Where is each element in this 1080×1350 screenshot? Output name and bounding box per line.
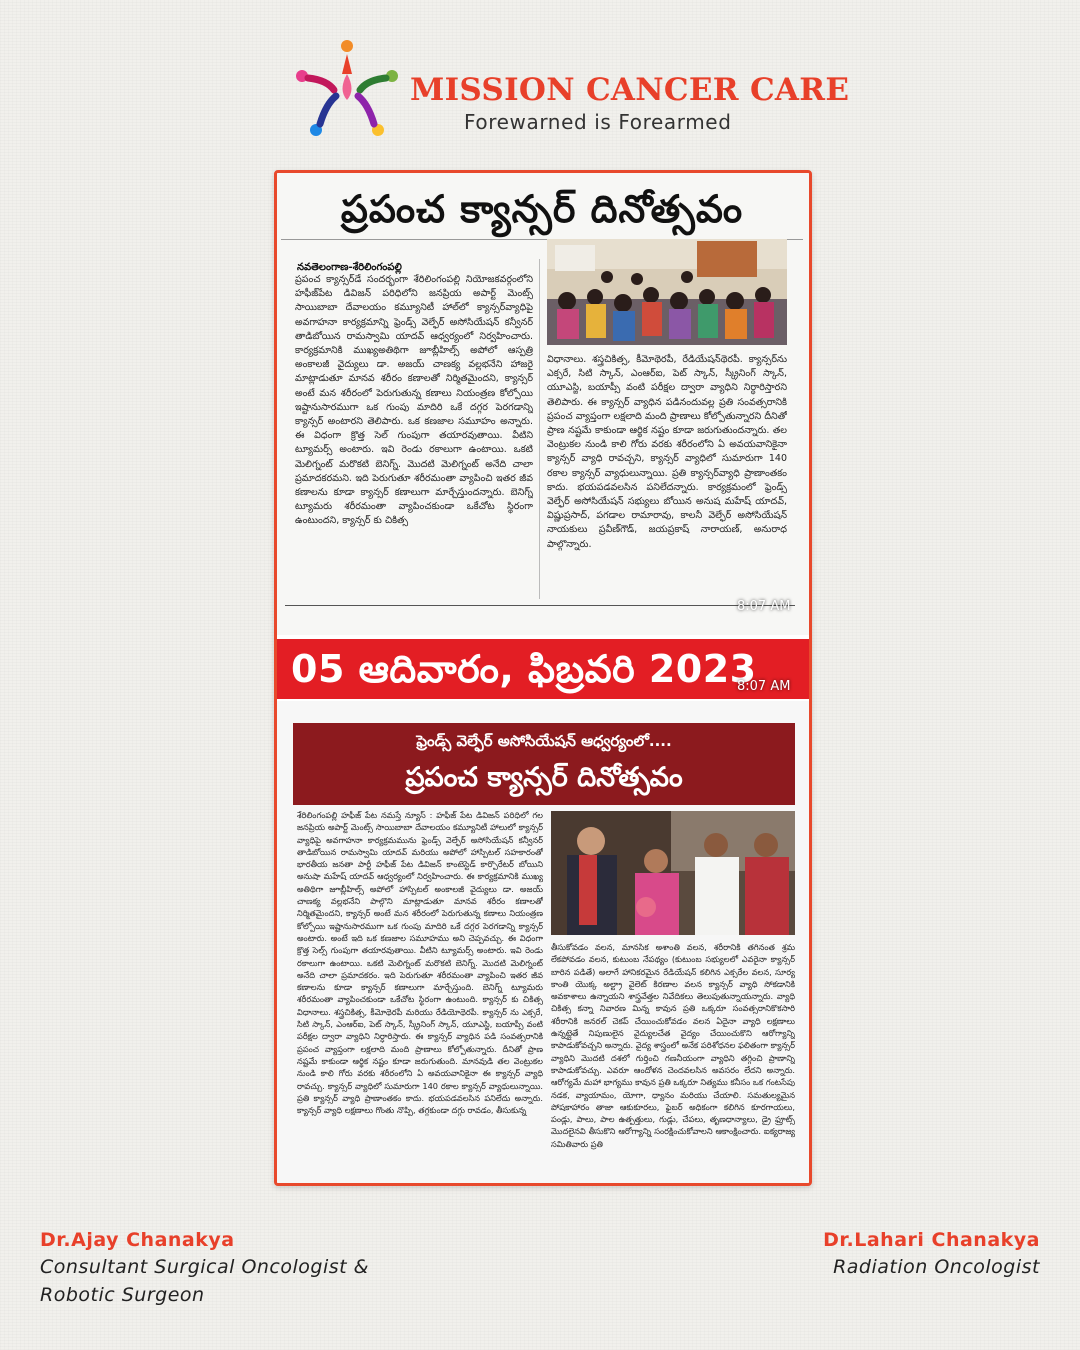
doctor-2-name: Dr.Lahari Chanakya — [823, 1229, 1040, 1251]
clipping-2-column-left: శేరిలింగంపల్లి హఫీజ్ పేట నమస్తే న్యూస్ : హఫీజ్ పేట డివిజన్ పరిధిలో గల జనప్రియ అపార్ట్ మెంట్స్ సాయిబాబా దేవాలయం కమ్యూనిటీ హాలులో క్యాన్సర్ వ్యాధిపై అవగాహనా కార్యక్రమమును ఫ్రెండ్స్ వెల్ఫేర్ అసోసియేషన్ కన్వీనర్ తాడిబోయిన రామస్వామి యాదవ్ మరియు అపోలో హాస్పిటల్ సహకారంతో భారతీయ జనతా పార్టీ హఫీజ్ పేట డివిజన్ కాంటెస్టెడ్ కార్పొరేటర్ బోయిని అనుషా మహేష్ యాదవ్ ఆధ్వర్యంలో నిర్వహించారు. ఈ కార్యక్రమానికి ముఖ్య అతిథిగా జూబ్లీహిల్స్ అపోలో హాస్పిటల్ అంకాలజీ వైద్యులు డా. అజయ్ చాణక్య వల్లభనేని పాల్గొని మాట్లాడుతూ మానవ శరీరం కణాలతో నిర్మితమైందని, క్యాన్సర్ అంటే మన శరీరంలో పెరుగుతున్న కణాలు నియంత్రణ కోల్పోయి ఇష్టానుసారముగా ఒక గుంపు మాదిరి ఒకే దగ్గర పెరగడాన్ని క్యాన్సర్ అంటారు. అంటే ఇది ఒక కణజాల సమూహము అని చెప్పవచ్చు. ఈ విధంగా క్రొత్త సెల్స్ గుంపుగా తయారవుతాయి. వీటిని ట్యూమర్స్ అంటారు. ఇవి రెండు రకాలుగా ఉంటాయి. ఒకటి మెలిగ్నంట్ మరొకటి బెనిగ్న్. మొదటి మెలిగ్నంట్ అనేది చాలా ప్రమాదకరం. ఇది పెరుగుతూ శరీరమంతా వ్యాపించి ఇతర జీవ కణాలను కూడా క్యాన్సర్ కణాలుగా మార్చేస్తుంది. బెనిగ్న్ ట్యూమరు శరీరమంతా వ్యాపించకుండా ఒకేచోట స్థిరంగా ఉంటుంది. క్యాన్సర్ కు చికిత్స విధానాలు. శస్త్రచికిత్స, కీమోథెరపీ మరియు రేడియోథెరపీ. క్యాన్సర్ ను ఎక్సరే, సిటి స్కాన్, ఎంఆర్ఐ, పెట్ స్కాన్, స్క్రీనింగ్ స్కాన్, యూఎస్జి, బయాప్సీ వంటి పరీక్షల ద్వారా వ్యాధిని నిర్ధారిస్తారు. ఈ క్యాన్సర్ వ్యాధిన పడి సంవత్సరానికి ప్రపంచ వ్యాప్తంగా లక్షలాది మంది ప్రాణాలు కోల్పోతున్నారు. దీనితో ప్రాణ నష్టమే కాకుండా ఆర్థిక నష్టం కూడా జరుగుతుంది. మానవుడి తల వెంట్రుకల నుండి కాలి గోరు వరకు శరీరంలోని ఏ అవయవానికైనా ఈ క్యాన్సర్ వ్యాధి రావచ్చు. క్యాన్సర్ వ్యాధిలో సుమారుగా 140 రకాల క్యాన్సర్ వ్యాధులున్నాయి. ప్రతి క్యాన్సర్ వ్యాధి ప్రాణాంతకం కాదు. భయపడవలసిన పనిలేదు అన్నారు. క్యాన్సర్ వ్యాధి లక్షణాలు గొంతు నొప్పి, తగ్గకుండా దగ్గు రావడం, తీసుకున్న — [297, 810, 543, 1116]
doctor-1-role: Consultant Surgical Oncologist & Robotic Surgeon — [40, 1256, 369, 1306]
brand-header — [292, 38, 850, 138]
clipping-1-dateline: నవతెలంగాణ-శేరిలింగంపల్లి — [297, 262, 402, 273]
clipping-2-headline-box — [293, 723, 795, 805]
clipping-1-column-left: ప్రపంచ క్యాన్సర్‌డే సందర్భంగా శేరిలింగంపల్లి నియోజకవర్గంలోని హఫీజ్‌పేట డివిజన్ పరిధిలోని జనప్రియ అపార్ట్ మెంట్స్ సాయిబాబా దేవాలయం కమ్యూనిటీ హాల్‌లో క్యాన్సర్‌వ్యాధిపై అవగాహనా కార్యక్రమాన్ని ఫ్రెండ్స్ వెల్ఫేర్ అసోసియేషన్ కన్వీనర్ తాడిబోయిన రామస్వామి యాదవ్ ఆధ్వర్యంలో నిర్వహించారు. కార్యక్రమానికి ముఖ్యఅతిథిగా జూబ్లీహిల్స్ అపోలో ఆస్పత్రి అంకాలజీ వైద్యులు డా. అజయ్ చాణక్య వల్లభనేని హాజరై మాట్లాడుతూ మానవ శరీరం కణాలతో నిర్మితమైందని, క్యాన్సర్ అంటే మన శరీరంలో పెరుగుతున్న కణాలు నియంత్రణ కోల్పోయి ఇష్టానుసారముగా ఒక గుంపు మాదిరి ఒకే దగ్గర పెరగడాన్ని క్యాన్సర్ అంటారని తెలిపారు. ఒక కణజాల సమూహం అన్నారు. ఈ విధంగా క్రొత్త సెల్ గుంపుగా తయారవుతాయి. వీటిని ట్యూమర్స్ అంటారు. ఇవి రెండు రకాలుగా ఉంటాయి. ఒకటి మెలిగ్నంట్ మరొకటి బెనిగ్న్. మొదటి మెలిగ్నంట్ అనేది చాలా ప్రమాదకరమని. ఇది పెరుగుతూ శరీరమంతా వ్యాపించి ఇతర జీవ కణాలను కూడా క్యాన్సర్ కణాలుగా మార్చేస్తుందన్నారు. బెనిగ్న్ ట్యూమరు శరీరమంతా వ్యాపించకుండా ఒకేచోట స్థిరంగా ఉంటుందని, క్యాన్సర్ కు చికిత్స — [295, 274, 533, 527]
mission-star-logo-icon — [292, 38, 402, 138]
brand-tagline: Forewarned is Forearmed — [464, 110, 732, 134]
doctor-1-name: Dr.Ajay Chanakya — [40, 1229, 235, 1251]
brand-name: MISSION CANCER CARE — [410, 72, 850, 108]
column-divider — [539, 259, 540, 599]
clipping-2-column-right: తీసుకోవడం వలన, మానసిక అశాంతి వలన, శరీరానికి తగినంత శ్రమ లేకపోవడం వలన, కుటుంబ నేపథ్యం (కుటుంబ సభ్యులలో ఎవరైనా క్యాన్సర్ బారిన పడితే) అలాగే హానికరమైన రేడియేషన్ కలిగిన ఎక్సరేల వలన, సూర్య కాంతి యొక్క అల్ట్రా వైలెట్ కిరణాల వలన క్యాన్సర్ వ్యాధి సోకడానికి అవకాశాలు ఉన్నాయని శాస్త్రవేత్తల నివేదికలు తెలుపుతున్నాయన్నారు. వ్యాధి చికిత్స కన్నా నివారణ మిన్న కావున ప్రతి ఒక్కరూ సంవత్సరానికొకసారి శరీరానికి జనరల్ చెకప్ చేయించుకోవడం వలన ఏదైనా వ్యాధి లక్షణాలు ఉన్నట్లైతే నిపుణులైన వైద్యులచేత వైద్యం చేయించుకొని ఆరోగ్యాన్ని కాపాడుకోవచ్చని అన్నారు. వైద్య శాస్త్రంలో అనేక పరిశోధనల ఫలితంగా క్యాన్సర్ వ్యాధిని మొదటి దశలో గుర్తించి గణనీయంగా వ్యాధిని తగ్గించి ప్రాణాన్ని కాపాడుకోవచ్చు. ఎవరూ ఆందోళన చెందవలసిన అవసరం లేదని అన్నారు. ఆరోగ్యమే మహా భాగ్యము కావున ప్రతి ఒక్కరూ నిత్యము కనీసం ఒక గంటసేపు నడక, వ్యాయామం, యోగా, ధ్యానం మరియు చేయాలి. సమతుల్యమైన పోషకాహారం తాజా ఆకుకూరలు, ఫైబర్ అధికంగా కలిగిన కూరగాయలు, పండ్లు, పాలు, పాల ఉత్పత్తులు, గుడ్లు, చేపలు, తృణధాన్యాలు, డ్రై ఫ్రూట్స్ మొదలైనవి తీసుకొని ఆరోగ్యాన్ని సంరక్షించుకోవాలని ఆకాంక్షించారు. ఐక్యరాజ్య సమితివారు ప్రతి — [551, 942, 795, 1149]
clipping-2-subheading: ఫ్రెండ్స్ వెల్ఫేర్ అసోసియేషన్ ఆధ్వర్యంలో.... — [416, 732, 672, 750]
news-clippings-frame — [274, 170, 812, 1186]
banner-date-text: 05 ఆదివారం, ఫిబ్రవరి 2023 — [291, 647, 757, 691]
news-clipping-1 — [277, 173, 809, 635]
timestamp-1: 8:07 AM — [737, 599, 791, 614]
clipping-1-title: ప్రపంచ క్యాన్సర్ దినోత్సవం — [281, 179, 803, 240]
date-banner — [277, 639, 809, 699]
timestamp-2: 8:07 AM — [737, 679, 791, 694]
felicitation-photo — [551, 811, 795, 935]
clipping-1-column-right: విధానాలు. శస్త్రచికిత్స, కీమోథెరపీ, రేడియేషన్‌థెరపీ. క్యాన్సర్‌ను ఎక్సరే, సిటి స్కాన్, ఎంఆర్ఐ, పెట్ స్కాన్, స్క్రీనింగ్ స్కాన్, యూఎస్జి, బయాప్సీ వంటి పరీక్షల ద్వారా వ్యాధిని నిర్ధారిస్తారని తెలిపారు. ఈ క్యాన్సర్ వ్యాధిన పడినందువల్ల ప్రతి సంవత్సరానికి ప్రపంచ వ్యాప్తంగా లక్షలాది మంది ప్రాణాలు కోల్పోతున్నారని దీనితో ప్రాణ నష్టమే కాకుండా ఆర్థిక నష్టం కూడా జరుగుతుందన్నారు. తల వెంట్రుకల నుండి కాలి గోరు వరకు శరీరంలోని ఏ అవయవానికైనా క్యాన్సర్ వ్యాధి రావచ్చని, క్యాన్సర్ వ్యాధిలో సుమారుగా 140 రకాల క్యాన్సర్ వ్యాధులున్నాయి. ప్రతి క్యాన్సర్‌వ్యాధి ప్రాణాంతకం కాదు. భయపడవలసిన పనిలేదన్నారు. కార్యక్రమంలో ఫ్రెండ్స్ వెల్ఫేర్ అసోసియేషన్ సభ్యులు బోయిన అనుష మహేష్ యాదవ్, విష్ణుప్రసాద్, పగడాల రామారావు, కాలనీ వెల్ఫేర్ అసోసియేషన్ నాయకులు ప్రవీణ్‌గౌడ్, జయప్రకాష్ నారాయణ్, అనురాధ పాల్గొన్నారు. — [547, 354, 787, 550]
clipping-1-bottom-rule — [285, 605, 795, 606]
event-audience-photo — [547, 239, 787, 345]
doctor-2-role: Radiation Oncologist — [833, 1256, 1040, 1278]
news-clipping-2 — [277, 701, 809, 1183]
clipping-2-headline: ప్రపంచ క్యాన్సర్ దినోత్సవం — [405, 762, 683, 793]
